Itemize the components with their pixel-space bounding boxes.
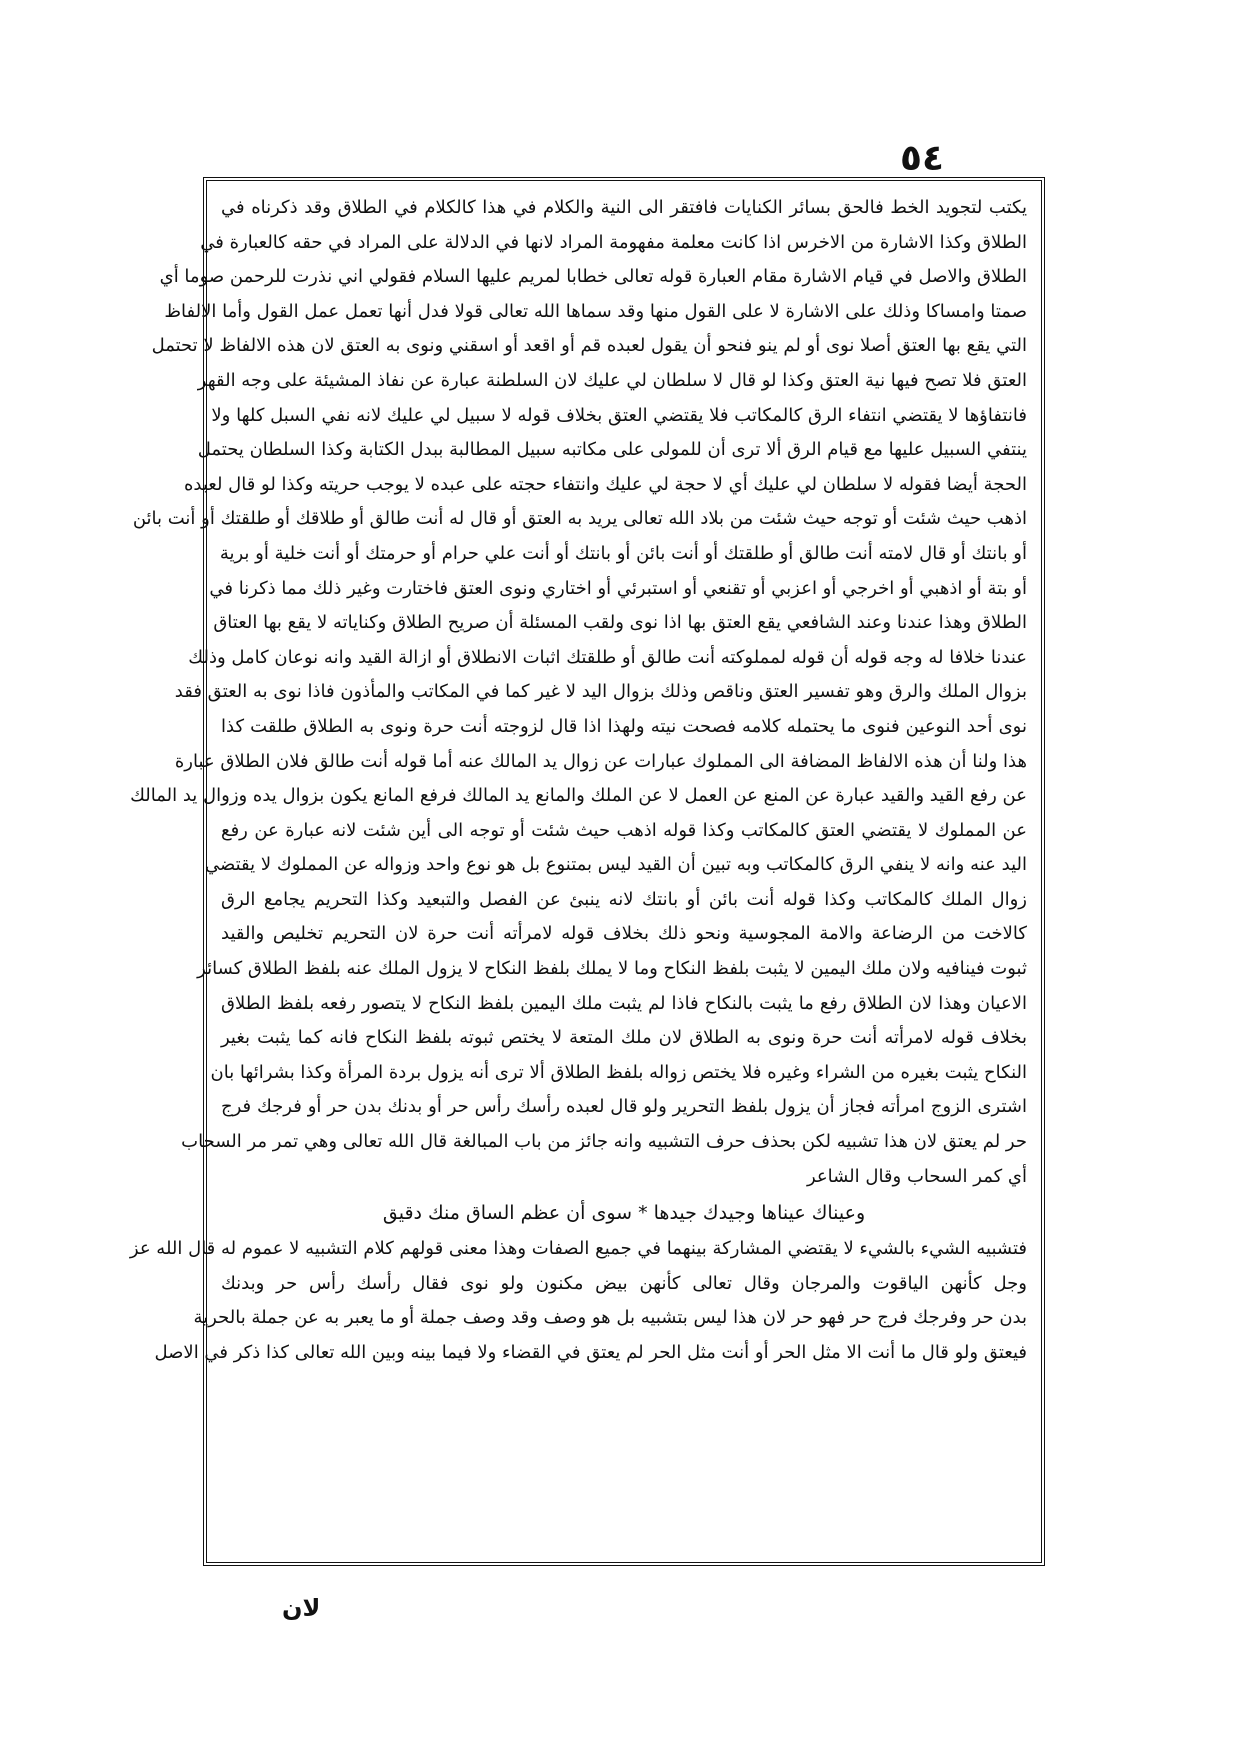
- text-line: فتشبيه الشيء بالشيء لا يقتضي المشاركة بينهما في جميع الصفات وهذا معنى قولهم كلام التشبيه لا عموم له قال الله عز: [129, 1238, 1027, 1260]
- catchword: لان: [282, 1594, 321, 1622]
- text-line: بخلاف قوله لامرأته أنت حرة ونوى به الطلاق لان ملك المتعة لا يختص ثبوته بلفظ النكاح فانه كما يثبت بغير: [221, 1027, 1027, 1049]
- text-line: أو بتة أو اذهبي أو اخرجي أو اعزبي أو تقنعي أو استبرئي أو اختاري ونوى العتق فاختارت وغير ذلك مما ذكرنا في: [209, 577, 1027, 599]
- text-frame: [129, 177, 1045, 1566]
- text-line: ثبوت فينافيه ولان ملك اليمين لا يثبت بلفظ النكاح وما لا يملك بلفظ النكاح لا يزول الملك عنه بلفظ الطلاق كسائر: [197, 958, 1027, 980]
- text-line: حر لم يعتق لان هذا تشبيه لكن بحذف حرف التشبيه وانه جائز من باب المبالغة قال الله تعالى وهي تمر مر السحاب: [181, 1131, 1027, 1153]
- text-line: كالاخت من الرضاعة والامة المجوسية ونحو ذلك بخلاف قوله لامرأته أنت حرة لان التحريم تخليص والقيد: [221, 923, 1027, 945]
- page-number: ٥٤: [900, 138, 944, 179]
- text-line: اذهب حيث شئت أو توجه حيث شئت من بلاد الله تعالى يريد به العتق أو قال له أنت طالق أو طلاقك أو طلقتك أو أنت بائن: [132, 508, 1027, 530]
- text-line: الطلاق وهذا عندنا وعند الشافعي يقع العتق بها اذا نوى ولقب المسئلة أن صريح الطلاق وكناياته لا يقع بها العتاق: [213, 612, 1027, 634]
- text-line: الطلاق وكذا الاشارة من الاخرس اذا كانت معلمة مفهومة المراد لانها في الدلالة على المراد في حقه كالعبارة في: [200, 231, 1027, 253]
- text-line: اليد عنه وانه لا ينفي الرق كالمكاتب وبه تبين أن القيد ليس بمتنوع بل هو نوع واحد وزواله عن المملوك لا يقتضي: [205, 854, 1027, 876]
- text-line: النكاح يثبت بغيره من الشراء وغيره فلا يختص زواله بلفظ الطلاق ألا ترى أنه يزول بردة المرأة وكذا بشرائها بان: [210, 1061, 1027, 1083]
- text-line: يكتب لتجويد الخط فالحق بسائر الكنايات فافتقر الى النية والكلام في هذا كالكلام في الطلاق وقد ذكرناه في: [221, 197, 1027, 218]
- text-line: وجل كأنهن الياقوت والمرجان وقال تعالى كأنهن بيض مكنون ولو نوى فقال رأسك رأس حر وبدنك: [221, 1272, 1027, 1294]
- text-line: بدن حر وفرجك فرج حر فهو حر لان هذا ليس بتشبيه بل هو وصف وقد وصف جملة أو ما يعبر به عن جملة بالحرية: [193, 1307, 1027, 1329]
- text-line: فانتفاؤها لا يقتضي انتفاء الرق كالمكاتب فلا يقتضي العتق بخلاف قوله لا سبيل لي عليك لانه نفي السبل كلها ولا: [211, 404, 1027, 426]
- text-line: اشترى الزوج امرأته فجاز أن يزول بلفظ التحرير ولو قال لعبده رأسك رأس حر أو بدنك بدن حر أو فرجك فرج: [221, 1096, 1027, 1118]
- text-line: أي كمر السحاب وقال الشاعر: [806, 1165, 1027, 1187]
- text-line: عن رفع القيد والقيد عبارة عن المنع عن العمل لا عن الملك والمانع يد المالك فرفع المانع يكون بزوال يده وزوال يد المالك: [130, 785, 1027, 807]
- text-line: ينتفي السبيل عليها مع قيام الرق ألا ترى أن للمولى على مكاتبه سبيل المطالبة ببدل الكتابة وكذا السلطان يحتمل: [197, 439, 1027, 461]
- text-line: نوى أحد النوعين فنوى ما يحتمله كلامه فصحت نيته ولهذا اذا قال لزوجته أنت حرة ونوى به الطلاق طلقت كذا: [221, 715, 1027, 737]
- text-line: العتق فلا تصح فيها نية العتق وكذا لو قال لا سلطان لي عليك لان السلطنة عبارة عن نفاذ المشيئة على وجه القهر: [197, 369, 1027, 391]
- text-line: هذا ولنا أن هذه الالفاظ المضافة الى المملوك عبارات عن زوال يد المالك عنه أما قوله أنت طالق فلان الطلاق عبارة: [174, 750, 1027, 772]
- poetry-verse: وعيناك عيناها وجيدك جيدها * سوى أن عظم الساق منك دقيق: [382, 1202, 866, 1225]
- text-line: بزوال الملك والرق وهو تفسير العتق وناقص وذلك بزوال اليد لا غير كما في المكاتب والمأذون فاذا نوى به العتق فقد: [174, 681, 1027, 703]
- text-line: زوال الملك كالمكاتب وكذا قوله أنت بائن أو بانتك لانه ينبئ عن الفصل والتبعيد وكذا التحريم يجامع الرق: [221, 888, 1027, 910]
- text-line: عن المملوك لا يقتضي العتق كالمكاتب وكذا قوله اذهب حيث شئت أو توجه الى أين شئت لانه عبارة عن رفع: [221, 819, 1027, 841]
- text-line: عندنا خلافا له وجه قوله أن قوله لمملوكته أنت طالق أو طلقتك اثبات الانطلاق أو ازالة القيد وانه نوعان كامل وذلك: [188, 646, 1027, 668]
- text-line: الطلاق والاصل في قيام الاشارة مقام العبارة قوله تعالى خطابا لمريم عليها السلام فقولي اني نذرت للرحمن صوما أي: [159, 266, 1027, 288]
- text-line: الحجة أيضا فقوله لا سلطان لي عليك أي لا حجة لي عليك وانتفاء حجته على عبده لا يوجب حريته وكذا لو قال لعبده: [183, 473, 1027, 495]
- text-line: أو بانتك أو قال لامته أنت طالق أو طلقتك أو أنت بائن أو بانتك أو أنت علي حرام أو حرمتك أو أنت خلية أو برية: [219, 542, 1027, 564]
- text-line: فيعتق ولو قال ما أنت الا مثل الحر أو أنت مثل الحر لم يعتق في القضاء ولا فيما بينه وبين الله تعالى كذا ذكر في الاصل: [154, 1342, 1027, 1363]
- text-line: الاعيان وهذا لان الطلاق رفع ما يثبت بالنكاح فاذا لم يثبت ملك اليمين بلفظ النكاح لا يتصور رفعه بلفظ الطلاق: [221, 992, 1027, 1014]
- text-line: التي يقع بها العتق أصلا نوى أو لم ينو فنحو أن يقول لعبده قم أو اقعد أو اسقني ونوى به العتق لان هذه الالفاظ لا تحتمل: [151, 335, 1027, 357]
- text-line: صمتا وامساكا وذلك على الاشارة لا على القول منها وقد سماها الله تعالى قولا فدل أنها تعمل عمل القول وأما الالفاظ: [164, 300, 1027, 322]
